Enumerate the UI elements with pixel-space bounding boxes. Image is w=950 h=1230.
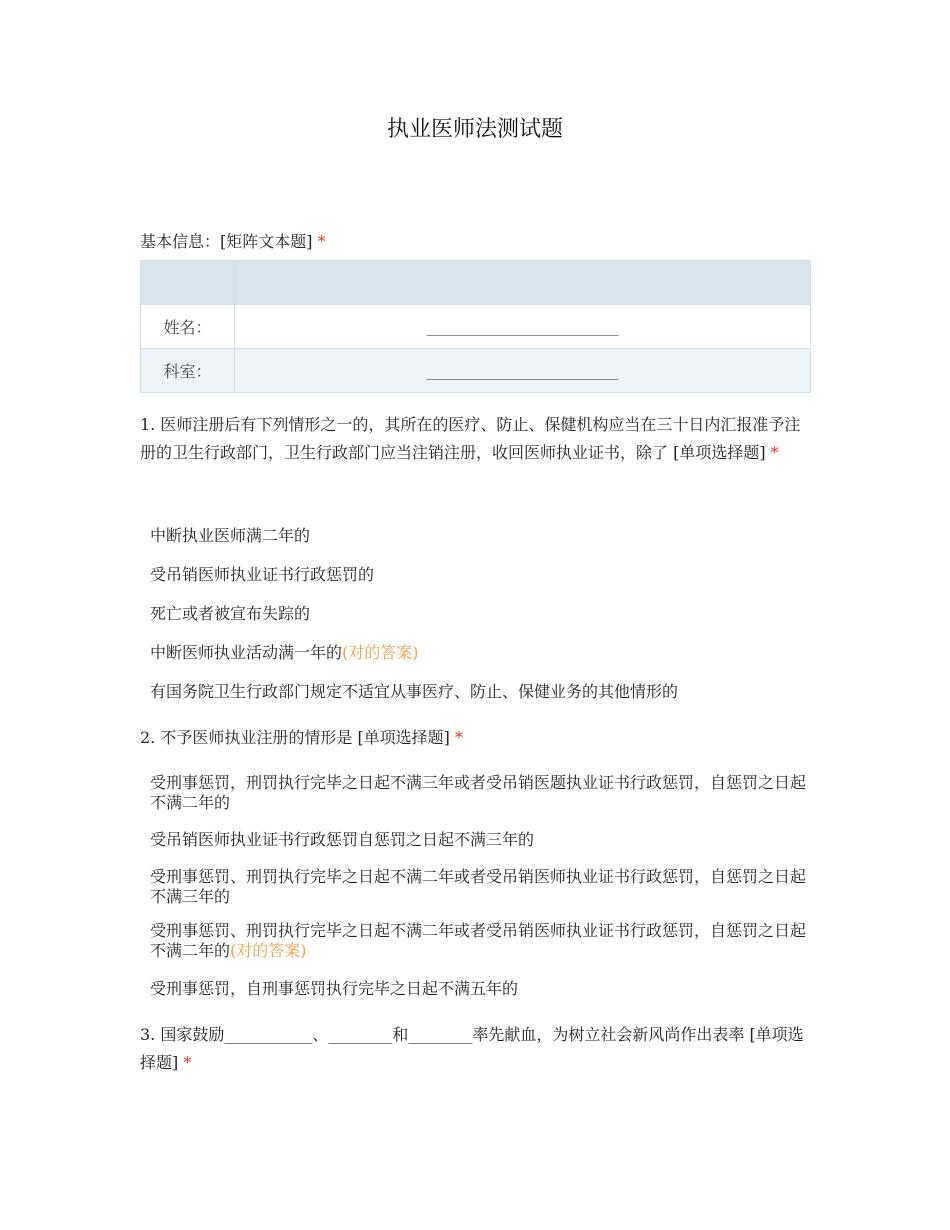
option-1d[interactable] (150, 643, 810, 663)
page-title: 执业医师法测试题 (386, 117, 563, 142)
option-1b[interactable]: 受吊销医师执业证书行政惩罚的 (150, 565, 375, 584)
option-2c[interactable]: 受刑事惩罚、刑罚执行完毕之日起不满二年或者受吊销医师执业证书行政惩罚，自惩罚之日起不满三年的 (150, 867, 807, 906)
department-field[interactable]: ________________________ (235, 349, 811, 393)
question-text: 1. 医师注册后有下列情形之一的，其所在的医疗、防止、保健机构应当在三十日内汇报准予注册的卫生行政部门，卫生行政部门应当注销注册，收回医师执业证书，除了 [单项选择题] (140, 415, 801, 462)
basic-info-matrix (140, 260, 811, 393)
matrix-header-row (141, 261, 811, 305)
required-mark: * (183, 1053, 192, 1072)
required-mark: * (770, 443, 779, 462)
question-2 (140, 724, 815, 752)
basic-info-label-text: 基本信息：[矩阵文本题] (140, 232, 313, 251)
correct-answer-tag: (对的答案) (230, 941, 307, 960)
option-1a[interactable]: 中断执业医师满二年的 (150, 526, 311, 545)
question-3 (140, 1021, 815, 1077)
correct-answer-tag: (对的答案) (342, 643, 419, 662)
matrix-row-name (141, 305, 811, 349)
option-1e[interactable]: 有国务院卫生行政部门规定不适宜从事医疗、防止、保健业务的其他情形的 (150, 682, 679, 701)
option-1c[interactable]: 死亡或者被宣布失踪的 (150, 604, 311, 623)
question-text: 2. 不予医师执业注册的情形是 [单项选择题] (140, 728, 450, 747)
required-mark: * (455, 728, 464, 747)
option-text: 受刑事惩罚、刑罚执行完毕之日起不满二年或者受吊销医师执业证书行政惩罚，自惩罚之日起不满二年的 (150, 921, 807, 960)
matrix-row-label: 姓名： (141, 305, 235, 349)
name-field[interactable]: ________________________ (235, 305, 811, 349)
matrix-header-cell (235, 261, 811, 305)
required-mark: * (317, 232, 326, 251)
option-text: 中断医师执业活动满一年的 (150, 643, 343, 662)
option-2d[interactable] (150, 921, 810, 961)
option-2e[interactable]: 受刑事惩罚，自刑事惩罚执行完毕之日起不满五年的 (150, 979, 519, 998)
matrix-row-department (141, 349, 811, 393)
question-1 (140, 411, 815, 467)
matrix-header-cell (141, 261, 235, 305)
matrix-row-label: 科室： (141, 349, 235, 393)
basic-info-label (140, 229, 326, 252)
question-text: 3. 国家鼓励___________、________和________率先献血，为树立社会新风尚作出表率 [单项选择题] (140, 1025, 804, 1072)
option-2a[interactable]: 受刑事惩罚，刑罚执行完毕之日起不满三年或者受吊销医题执业证书行政惩罚，自惩罚之日起不满二年的 (150, 773, 807, 812)
option-2b[interactable]: 受吊销医师执业证书行政惩罚自惩罚之日起不满三年的 (150, 830, 535, 849)
